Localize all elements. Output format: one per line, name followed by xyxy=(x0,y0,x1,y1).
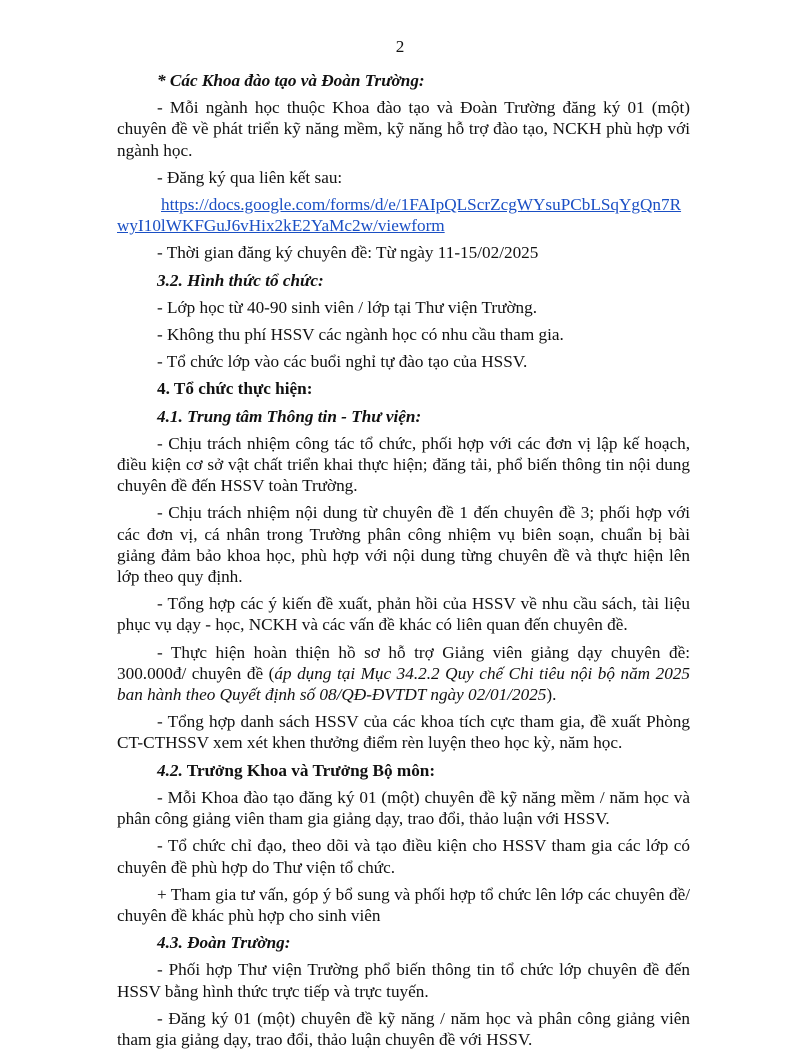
paragraph-library-responsibility-1: - Chịu trách nhiệm công tác tổ chức, phối hợp với các đơn vị lập kế hoạch, điều kiện cơ sở vật chất triển khai thực hiện; đăng tải, phổ biến thông tin nội dung chuyên đề đến HSSV toàn Trường. xyxy=(117,433,690,496)
paragraph-dean-responsibility-3: + Tham gia tư vấn, góp ý bổ sung và phối hợp tổ chức lên lớp các chuyên đề/ chuyên đề khác phù hợp cho sinh viên xyxy=(117,884,690,925)
heading-4-2 xyxy=(117,760,690,781)
support-fee-close: ). xyxy=(546,685,557,705)
support-fee-text: - Thực hiện hoàn thiện hồ sơ hỗ trợ Giảng viên giảng dạy chuyên đề: 300.000đ/ chuyên đề ( xyxy=(117,642,690,683)
paragraph-library-responsibility-4 xyxy=(117,642,690,706)
paragraph-dean-responsibility-2: - Tổ chức chỉ đạo, theo dõi và tạo điều kiện cho HSSV tham gia các lớp có chuyên đề phù hợp do Thư viện tổ chức. xyxy=(117,836,690,877)
heading-faculties: * Các Khoa đào tạo và Đoàn Trường: xyxy=(157,71,425,90)
paragraph-library-responsibility-5: - Tổng hợp danh sách HSSV của các khoa tích cực tham gia, đề xuất Phòng CT-CTHSSV xem xét khen thưởng điểm rèn luyện theo học kỳ, năm học. xyxy=(117,712,690,753)
paragraph-library-responsibility-2: - Chịu trách nhiệm nội dung từ chuyên đề 1 đến chuyên đề 3; phối hợp với các đơn vị, cá nhân trong Trường phân công nhiệm vụ biên soạn, chuẩn bị bài giảng đảm bảo khoa học, phù hợp với nội dung từng chuyên đề và thực hiện lên lớp theo quy định. xyxy=(117,503,690,587)
document-body xyxy=(117,70,690,1050)
heading-4-2-number: 4.2. xyxy=(157,760,183,780)
registration-link-part1[interactable]: https://docs.google.com/forms/d/e/1FAIpQLScrZcgWYsuPCbLSqYgQn7R xyxy=(161,195,682,215)
paragraph-registration-time: - Thời gian đăng ký chuyên đề: Từ ngày 11-15/02/2025 xyxy=(157,243,539,263)
heading-4-2-title: Trưởng Khoa và Trưởng Bộ môn: xyxy=(182,760,436,780)
paragraph-youth-union-2: - Đăng ký 01 (một) chuyên đề kỹ năng / năm học và phân công giảng viên tham gia giảng dạy, trao đổi, thảo luận chuyên đề với HSSV. xyxy=(117,1008,690,1049)
paragraph-dean-responsibility-1: - Mỗi Khoa đào tạo đăng ký 01 (một) chuyên đề kỹ năng mềm / năm học và phân công giảng viên tham gia giảng dạy, trao đổi, thảo luận với HSSV. xyxy=(117,787,690,829)
page-number: 2 xyxy=(395,37,405,56)
registration-link-part2[interactable]: wyI10lWKFGuJ6vHix2kE2YaMc2w/viewform xyxy=(117,216,445,236)
paragraph-library-responsibility-3: - Tổng hợp các ý kiến đề xuất, phản hồi của HSSV về nhu cầu sách, tài liệu phục vụ dạy - học, NCKH và các vấn đề khác có liên quan đến chuyên đề. xyxy=(117,594,690,635)
heading-4-1: 4.1. Trung tâm Thông tin - Thư viện: xyxy=(157,406,422,426)
support-fee-reference: áp dụng tại Mục 34.2.2 Quy chế Chi tiêu nội bộ năm 2025 ban hành theo Quyết định số 08/QĐ-ĐVTDT ngày 02/01/2025 xyxy=(117,663,690,705)
paragraph-schedule: - Tổ chức lớp vào các buổi nghỉ tự đào tạo của HSSV. xyxy=(157,352,528,372)
paragraph-faculty-registration: - Mỗi ngành học thuộc Khoa đào tạo và Đoàn Trường đăng ký 01 (một) chuyên đề về phát triển kỹ năng mềm, kỹ năng hỗ trợ đào tạo, NCKH phù hợp với ngành học. xyxy=(117,98,690,160)
heading-3-2: 3.2. Hình thức tổ chức: xyxy=(157,270,324,290)
heading-4: 4. Tổ chức thực hiện: xyxy=(157,379,313,399)
paragraph-no-fee: - Không thu phí HSSV các ngành học có nhu cầu tham gia. xyxy=(157,325,564,345)
registration-link-line2 xyxy=(117,215,690,236)
registration-link-line xyxy=(117,194,690,215)
paragraph-youth-union-1: - Phối hợp Thư viện Trường phổ biến thông tin tổ chức lớp chuyên đề đến HSSV bằng hình thức trực tiếp và trực tuyến. xyxy=(117,960,690,1001)
heading-4-3: 4.3. Đoàn Trường: xyxy=(157,933,291,953)
paragraph-class-size: - Lớp học từ 40-90 sinh viên / lớp tại Thư viện Trường. xyxy=(157,297,538,317)
paragraph-register-link-intro: - Đăng ký qua liên kết sau: xyxy=(157,167,343,187)
